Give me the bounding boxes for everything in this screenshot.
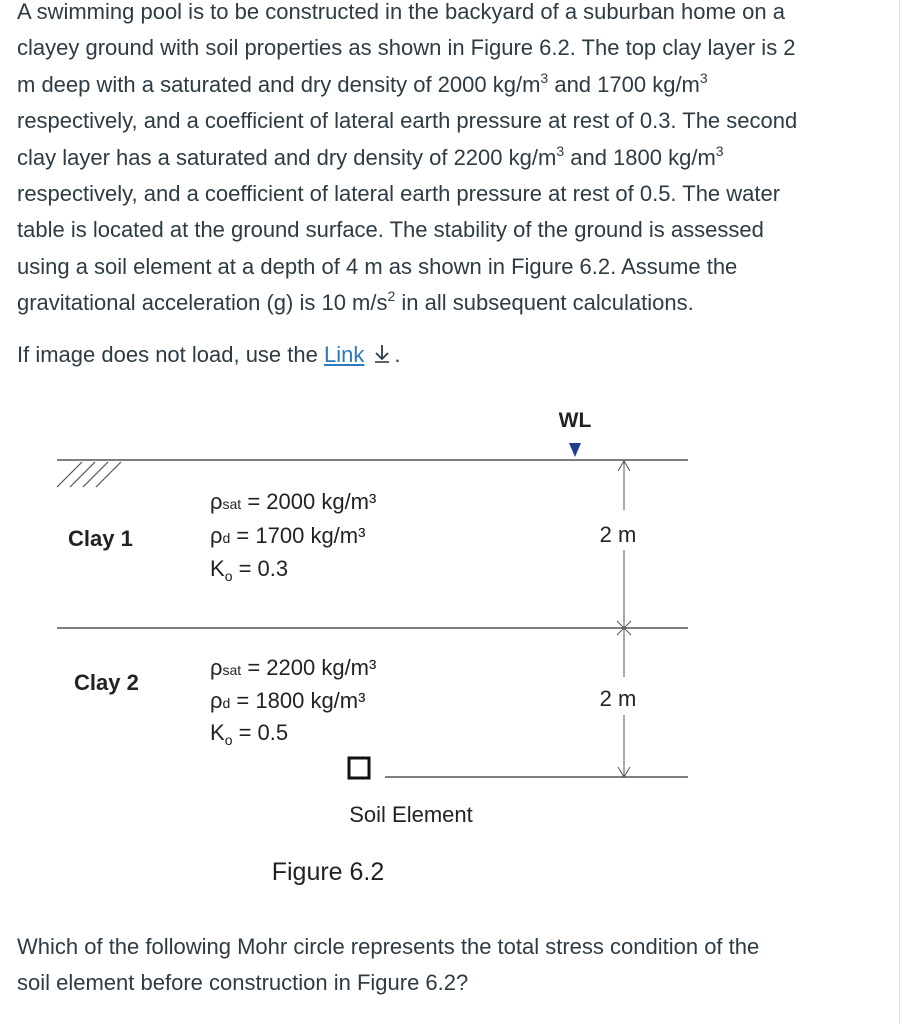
water-level-label: WL [558,409,592,432]
superscript-2: 2 [387,288,396,305]
image-link[interactable]: Link [323,342,365,367]
clay2-label: Clay 2 [74,670,139,695]
superscript-3: 3 [556,142,565,159]
soil-element-square-icon [349,758,369,778]
statement-line-5b: and 1800 kg/m [564,144,716,170]
clay1-thickness-label: 2 m [599,522,637,547]
statement-line-9b: in all subsequent calculations. [395,290,694,316]
statement-line-9a: gravitational acceleration (g) is 10 m/s [17,290,388,316]
figure-6-2-diagram [0,395,909,915]
download-icon[interactable] [370,340,394,376]
fallback-suffix: . [394,342,401,367]
statement-line-6: respectively, and a coefficient of lateral earth pressure at rest of 0.5. The water [17,181,781,207]
problem-statement [17,0,877,322]
question-line-1: Which of the following Mohr circle represents the total stress condition of the [17,934,760,959]
statement-line-7: table is located at the ground surface. The stability of the ground is assessed [17,217,764,243]
figure-caption: Figure 6.2 [271,858,385,886]
clay1-label: Clay 1 [68,526,133,551]
clay2-rho-sat: ρsat = 2200 kg/m³ [210,655,377,680]
statement-line-3a: m deep with a saturated and dry density of 2000 kg/m [17,71,541,97]
water-table-marker-icon [569,443,581,457]
clay1-rho-dry: ρd = 1700 kg/m³ [210,523,366,548]
soil-element-label: Soil Element [349,802,473,827]
statement-line-4: respectively, and a coefficient of lateral earth pressure at rest of 0.3. The second [17,108,798,134]
superscript-3: 3 [715,142,724,159]
statement-line-2: clayey ground with soil properties as shown in Figure 6.2. The top clay layer is 2 [17,35,796,61]
clay2-rho-dry: ρd = 1800 kg/m³ [210,688,366,713]
ground-hatch-icon [57,462,121,487]
statement-line-8: using a soil element at a depth of 4 m as shown in Figure 6.2. Assume the [17,253,738,279]
superscript-3: 3 [540,69,549,86]
superscript-3: 3 [699,69,708,86]
fallback-prefix: If image does not load, use the [17,342,324,367]
clay1-k0: $K_o = 0.3$ [210,556,289,584]
statement-line-3b: and 1700 kg/m [548,71,700,97]
statement-line-1: A swimming pool is to be constructed in the backyard of a suburban home on a [17,0,785,24]
clay1-rho-sat: ρsat = 2000 kg/m³ [210,489,377,514]
question-text [17,929,877,1002]
page-right-border [899,0,900,1024]
statement-line-5a: clay layer has a saturated and dry density of 2200 kg/m [17,144,557,170]
image-fallback-line [17,337,400,376]
clay2-k0: $K_o = 0.5$ [210,720,289,748]
question-line-2: soil element before construction in Figure 6.2? [17,970,469,996]
dimension-arrow-upper [617,461,631,635]
clay2-thickness-label: 2 m [599,686,637,711]
